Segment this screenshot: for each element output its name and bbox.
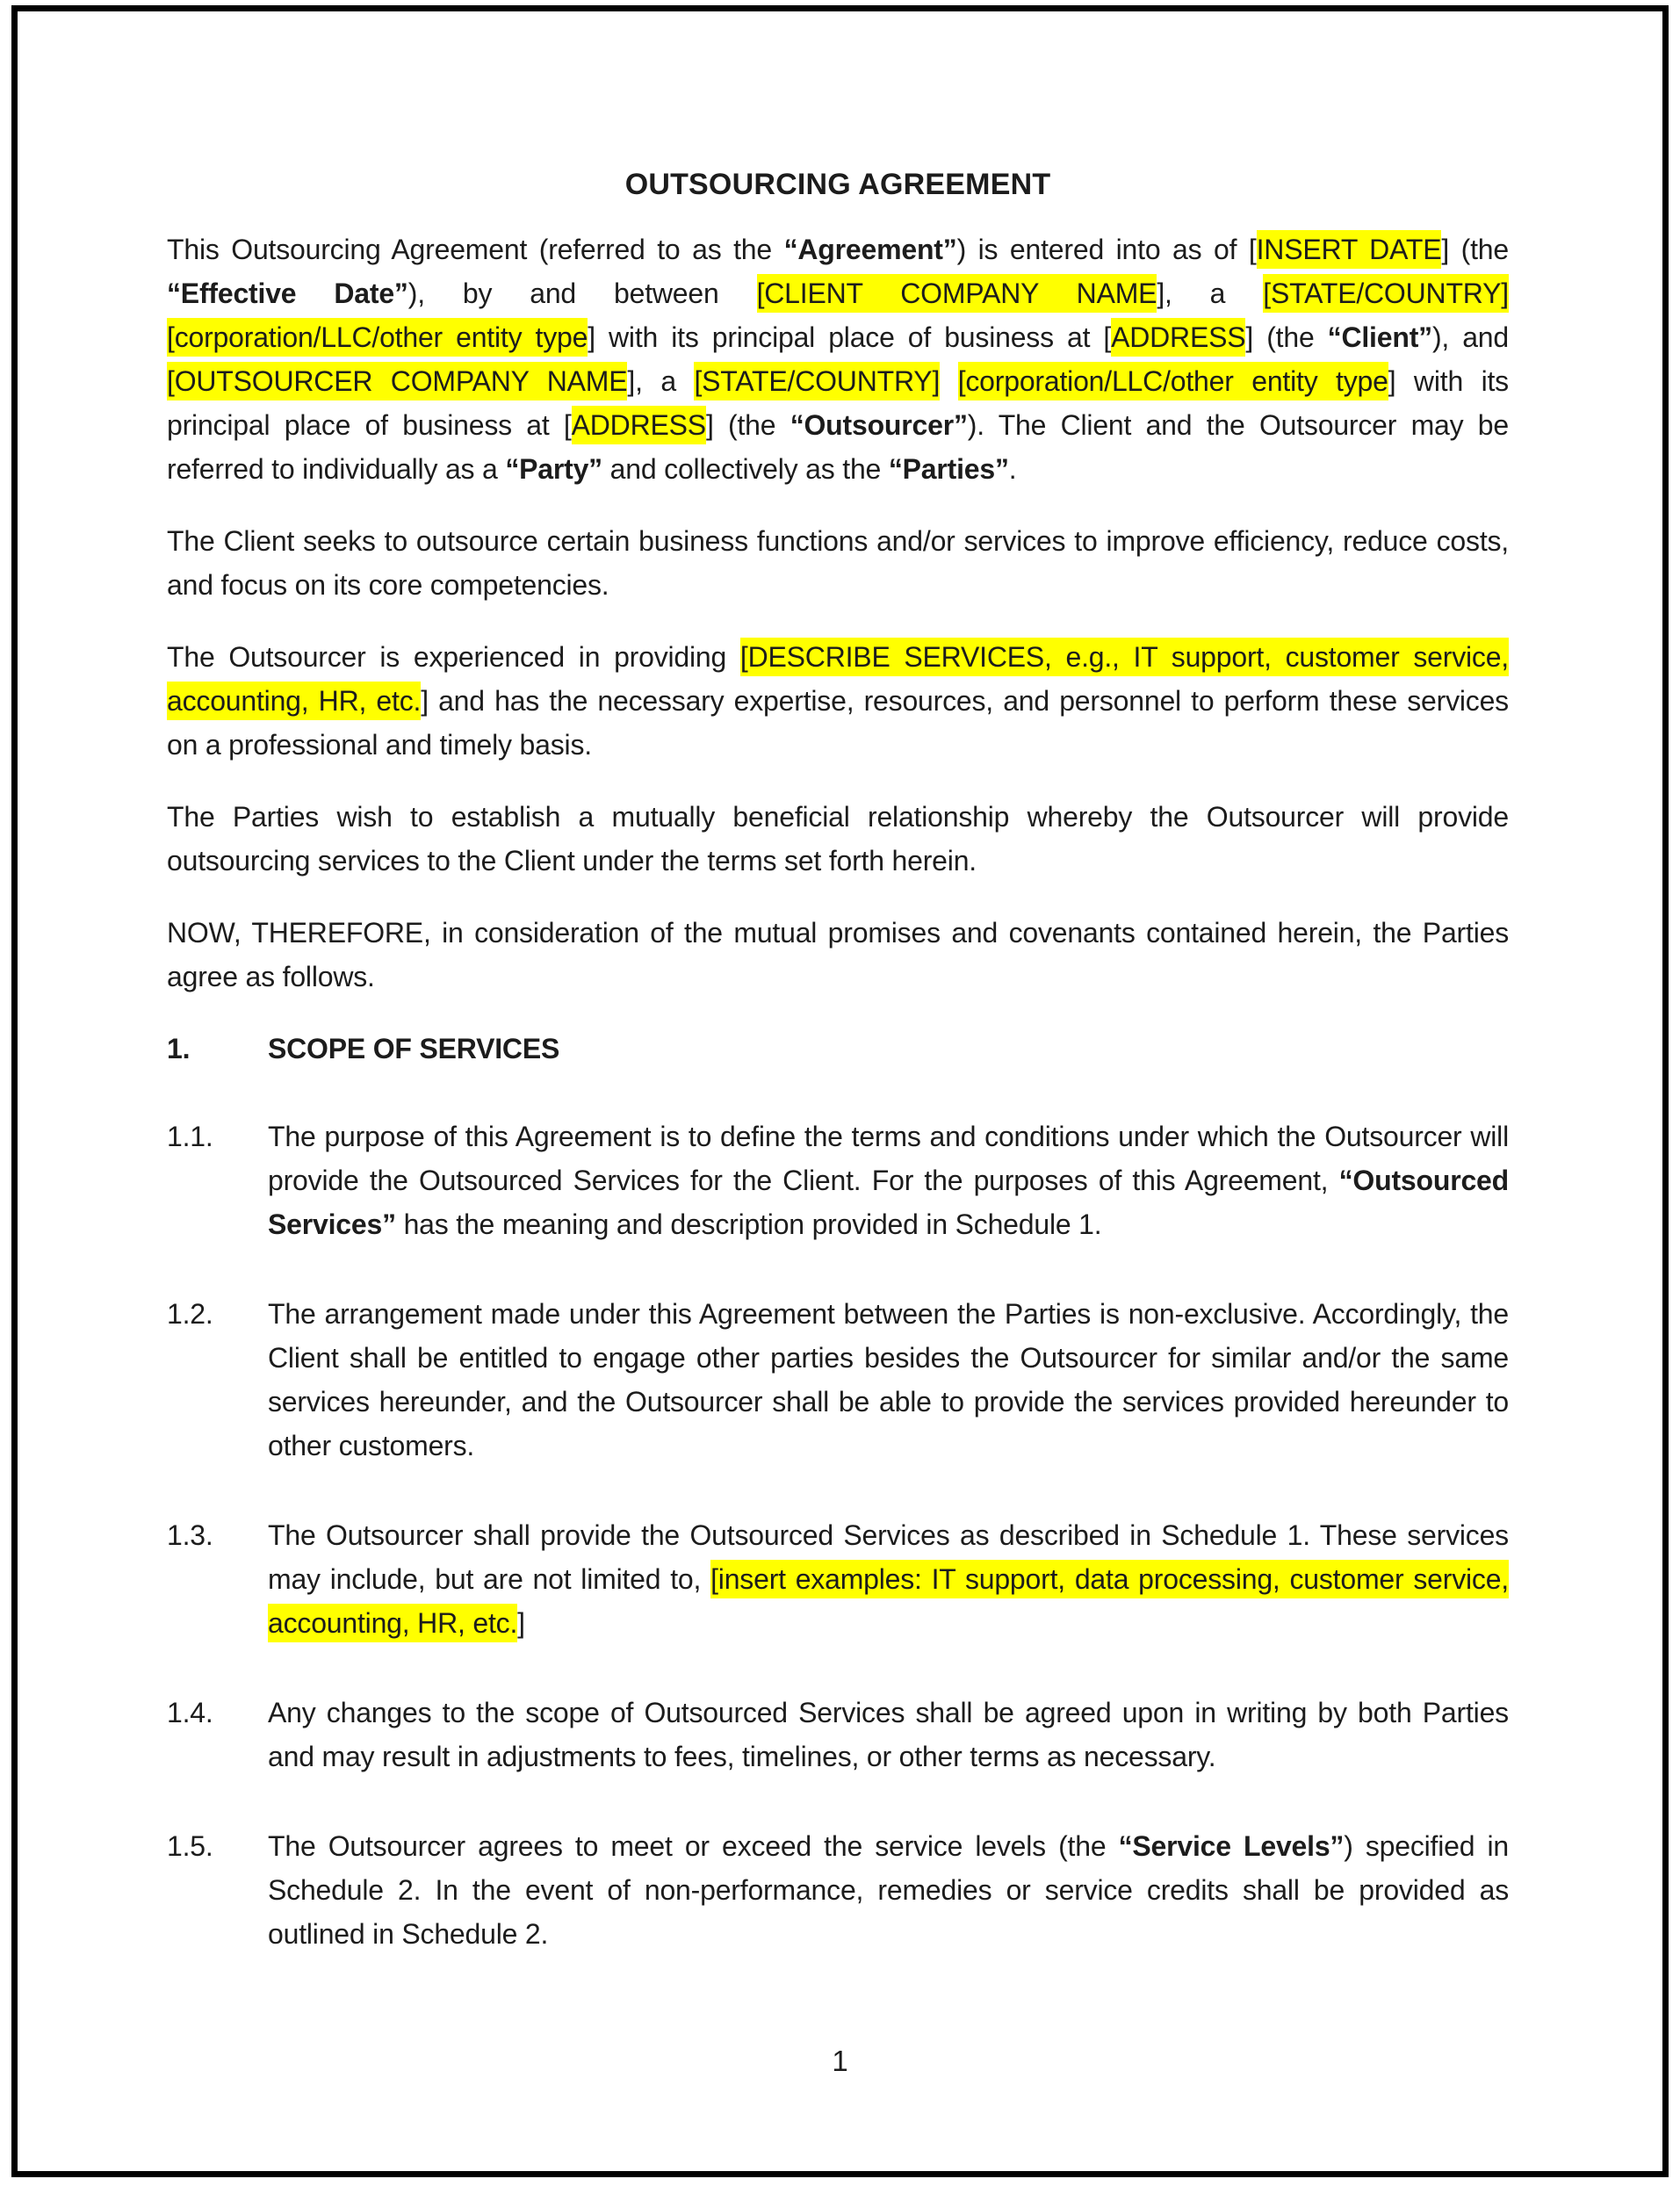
bold-term: “Party” xyxy=(505,453,602,485)
bold-term: “Outsourced Services” xyxy=(268,1165,1509,1240)
highlighted-placeholder: ADDRESS xyxy=(1111,318,1245,357)
document-content xyxy=(167,0,1509,2002)
text-run: The purpose of this Agreement is to define the terms and conditions under which the Outsourcer will provide the Outsourced Services for the Client. For the purposes of this Agreement, xyxy=(268,1121,1509,1196)
text-run: ], a xyxy=(1157,278,1264,309)
clause-number: 1.3. xyxy=(167,1519,213,1551)
section-heading xyxy=(167,1027,1509,1071)
text-run: ] with its principal place of business at [ xyxy=(588,321,1112,353)
text-run: ] (the xyxy=(705,409,790,441)
clause xyxy=(167,1691,1509,1778)
text-run: and collectively as the xyxy=(602,453,889,485)
text-run: ] with its principal place of business at [ xyxy=(167,365,1509,441)
text-run: ], a xyxy=(627,365,695,397)
text-run: ). The Client and the Outsourcer may be referred to individually as a xyxy=(167,409,1509,485)
bold-term: “Outsourcer” xyxy=(790,409,968,441)
text-run: The arrangement made under this Agreement between the Parties is non-exclusive. Accordingly, the Client shall be entitled to engage other parties besides the Outsourcer for similar and/or the same services hereunder, and the Outsourcer shall be able to provide the services provided hereunder to other customers. xyxy=(268,1298,1509,1461)
text-run: ), and xyxy=(1431,321,1509,353)
bold-term: SCOPE OF SERVICES xyxy=(268,1033,560,1064)
text-run: This Outsourcing Agreement (referred to as the xyxy=(167,234,784,265)
text-run: The Parties wish to establish a mutually beneficial relationship whereby the Outsourcer will provide outsourcing services to the Client under the terms set forth herein. xyxy=(167,801,1509,877)
highlighted-placeholder: [CLIENT COMPANY NAME xyxy=(757,274,1157,313)
paragraph xyxy=(167,795,1509,883)
clause-text xyxy=(268,1691,1509,1778)
document-title: OUTSOURCING AGREEMENT xyxy=(624,168,1051,201)
text-run: The Outsourcer is experienced in providing xyxy=(167,641,740,673)
text-run: . xyxy=(1008,453,1017,485)
bold-term: “Effective Date” xyxy=(167,278,408,309)
text-run: NOW, THEREFORE, in consideration of the mutual promises and covenants contained herein, the Parties agree as follows. xyxy=(167,917,1509,992)
text-run: has the meaning and description provided in Schedule 1. xyxy=(395,1208,1102,1240)
clause-text xyxy=(268,1513,1509,1645)
text-run: The Outsourcer shall provide the Outsourced Services as described in Schedule 1. These services may include, but are not limited to, xyxy=(268,1519,1509,1595)
paragraph xyxy=(167,519,1509,607)
section-number: 1. xyxy=(167,1033,191,1064)
highlighted-placeholder: INSERT DATE xyxy=(1257,230,1442,269)
highlighted-placeholder: [insert examples: IT support, data processing, customer service, accounting, HR, etc. xyxy=(268,1560,1509,1642)
clause-number: 1.2. xyxy=(167,1298,213,1330)
bold-term: “Agreement” xyxy=(783,234,957,265)
highlighted-placeholder: [STATE/COUNTRY] xyxy=(694,362,940,400)
text-run: ) is entered into as of [ xyxy=(956,234,1257,265)
page-number: 1 xyxy=(832,2045,848,2077)
highlighted-placeholder: [corporation/LLC/other entity type xyxy=(958,362,1388,400)
clause-text xyxy=(268,1115,1509,1246)
text-run: ) specified in Schedule 2. In the event of non-performance, remedies or service credits shall be provided as outlined in Schedule 2. xyxy=(268,1830,1509,1950)
bold-term: “Service Levels” xyxy=(1118,1830,1345,1862)
clause xyxy=(167,1292,1509,1468)
clause xyxy=(167,1824,1509,1956)
clause-text xyxy=(268,1292,1509,1468)
paragraph xyxy=(167,635,1509,767)
highlighted-placeholder: [DESCRIBE SERVICES, e.g., IT support, customer service, accounting, HR, etc. xyxy=(167,638,1509,720)
clause-number: 1.4. xyxy=(167,1697,213,1728)
paragraph xyxy=(167,911,1509,999)
text-run xyxy=(940,365,958,397)
highlighted-placeholder: ADDRESS xyxy=(572,406,706,444)
text-run: The Client seeks to outsource certain business functions and/or services to improve efficiency, reduce costs, and focus on its core competencies. xyxy=(167,525,1509,601)
clause xyxy=(167,1115,1509,1246)
text-run: ] xyxy=(517,1607,525,1639)
highlighted-placeholder: [corporation/LLC/other entity type xyxy=(167,318,588,357)
clause-text xyxy=(268,1824,1509,1956)
bold-term: “Client” xyxy=(1327,321,1432,353)
text-run: ] (the xyxy=(1245,321,1328,353)
highlighted-placeholder: [OUTSOURCER COMPANY NAME xyxy=(167,362,627,400)
text-run: ), by and between xyxy=(407,278,757,309)
paragraph xyxy=(167,227,1509,491)
text-run: ] (the xyxy=(1441,234,1509,265)
text-run: ] and has the necessary expertise, resources, and personnel to perform these services on a professional and timely basis. xyxy=(167,685,1509,761)
clause-number: 1.1. xyxy=(167,1121,213,1152)
clause-number: 1.5. xyxy=(167,1830,213,1862)
text-run: Any changes to the scope of Outsourced Services shall be agreed upon in writing by both Parties and may result in adjustments to fees, timelines, or other terms as necessary. xyxy=(268,1697,1509,1772)
document-body xyxy=(167,227,1509,1956)
bold-term: “Parties” xyxy=(888,453,1009,485)
text-run: The Outsourcer agrees to meet or exceed the service levels (the xyxy=(268,1830,1119,1862)
section-title xyxy=(268,1027,1509,1071)
highlighted-placeholder: [STATE/COUNTRY] xyxy=(1263,274,1509,313)
clause xyxy=(167,1513,1509,1645)
